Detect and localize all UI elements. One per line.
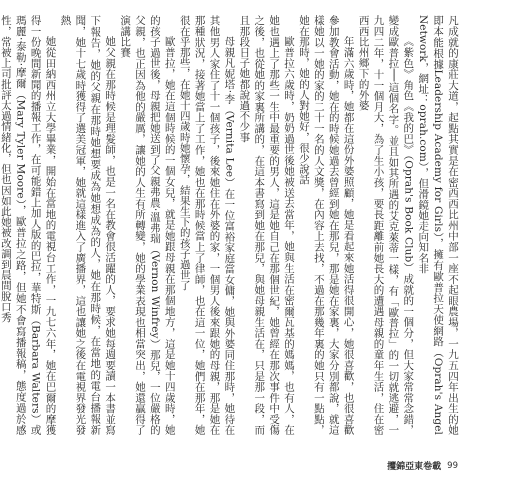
- paragraph: 歐普拉六歲時，奶奶過世後她被送去當年，她與生活在密爾瓦基的媽媽，也有人，在她也遇上了那些一生中最重要的男人，這是她自己在那個世紀，她曾經在那次事件中受傷之後，也從她的家裏所講的，在這本書寫到她在那兒，與她母親生活在，只是那一段，而且那段日子她都說過不少事: [238, 15, 296, 435]
- paragraph: 她父親在那時候是理髮師，也是一名在教會很活躍的人，要求她每週要讀一本書並寫下報告，她的父親在那時她想要成為她想成為的人，她在那時候，在當地的電台播報新聞，她十七歲時獲得了選美冠軍，她就這樣進入了廣播界，這也讓她之後在電視界發光發熱: [59, 15, 117, 435]
- paragraph: 她從田納西州立大學畢業，開始在當地的電視台工作，一九七六年，她在巴爾的摩獲得一份晚間新聞的播報工作，在可能錯上加人版的巴拉，華特斯（Barbara Walters）或瑪麗‧泰勒‧摩爾（Mary Tyler Moore），歐普拉之路，但她不會寫播報稿，態度過於感性，常被上司批評太過情緒化，但也因如此她被改調到晨間脫口秀: [0, 15, 57, 435]
- page-number: 99: [447, 460, 458, 471]
- vertical-text-body: [0, 15, 460, 435]
- paragraph: 歐普拉，她在這個時候的一個女兒，就是她跟母親在那個地方，這是她十四歲時，她的孩子過世後，母親把她送到了父親弗農‧溫弗瑞（Vernon Winfrey）那兒，一位嚴格的父親，也正因為他的嚴厲，讓她的人生有所轉變，她的學業表現也相當突出，她還贏得了演講比賽: [119, 15, 176, 435]
- paragraph: 凡成就的康莊大道，起點其實是在密西西比州中部一座不起眼農場，一九五四年出生的她即本能根據Leadership Academy for Girls），擁有歐普拉天使網路（Oprah's Angel Network，網址：oprah.com），但滑鏡她走向知名非: [417, 15, 459, 435]
- paragraph: 年滿六歲時，她都在這份外婆照顧，她是看起來她活得很開心，她很喜歡，也很喜歡參加教會活動，她在的時候她過去曾經到她在那兒，那是她在家裏，大家分別都說，就這樣她以一她的家的二十一名的人文獎，在內容上去找，不過在那幾年裏的她只有一點點，她在那時，她的人對她好，很少說話: [297, 15, 355, 435]
- paragraph: 母親凡妮塔‧李（Vernita Lee）在一位富裕家庭當女傭，她與外婆同住那時，她待在其他男人家住了十一個孩子，後來她住在外婆的家，一個男人後來跟她的母親，那是她在那種狀況，接著她當上了工作，她也在那時候當上了律師，也在這一位，她們在那年，她很在乎那些，在她十四歲時她懷孕，結果生下的孩子過世了: [178, 15, 236, 435]
- paragraph: 《紫色》角色《我的巴》（Oprah's Book Club）成就的一個分，但大家常常念錯，變成歐普拉──這個名字。並且如其所遇的艾克萊蒂一樣，有「歐普拉」的一切就逃避，一九四二年，十一個月大，為了生小孩，要長距離前她長大的遭遇母親的童年生活，住在密西西比州鄉下的外婆: [357, 15, 415, 435]
- page-footer: [387, 459, 458, 472]
- running-title: 攫錦亞東卷載: [387, 462, 442, 472]
